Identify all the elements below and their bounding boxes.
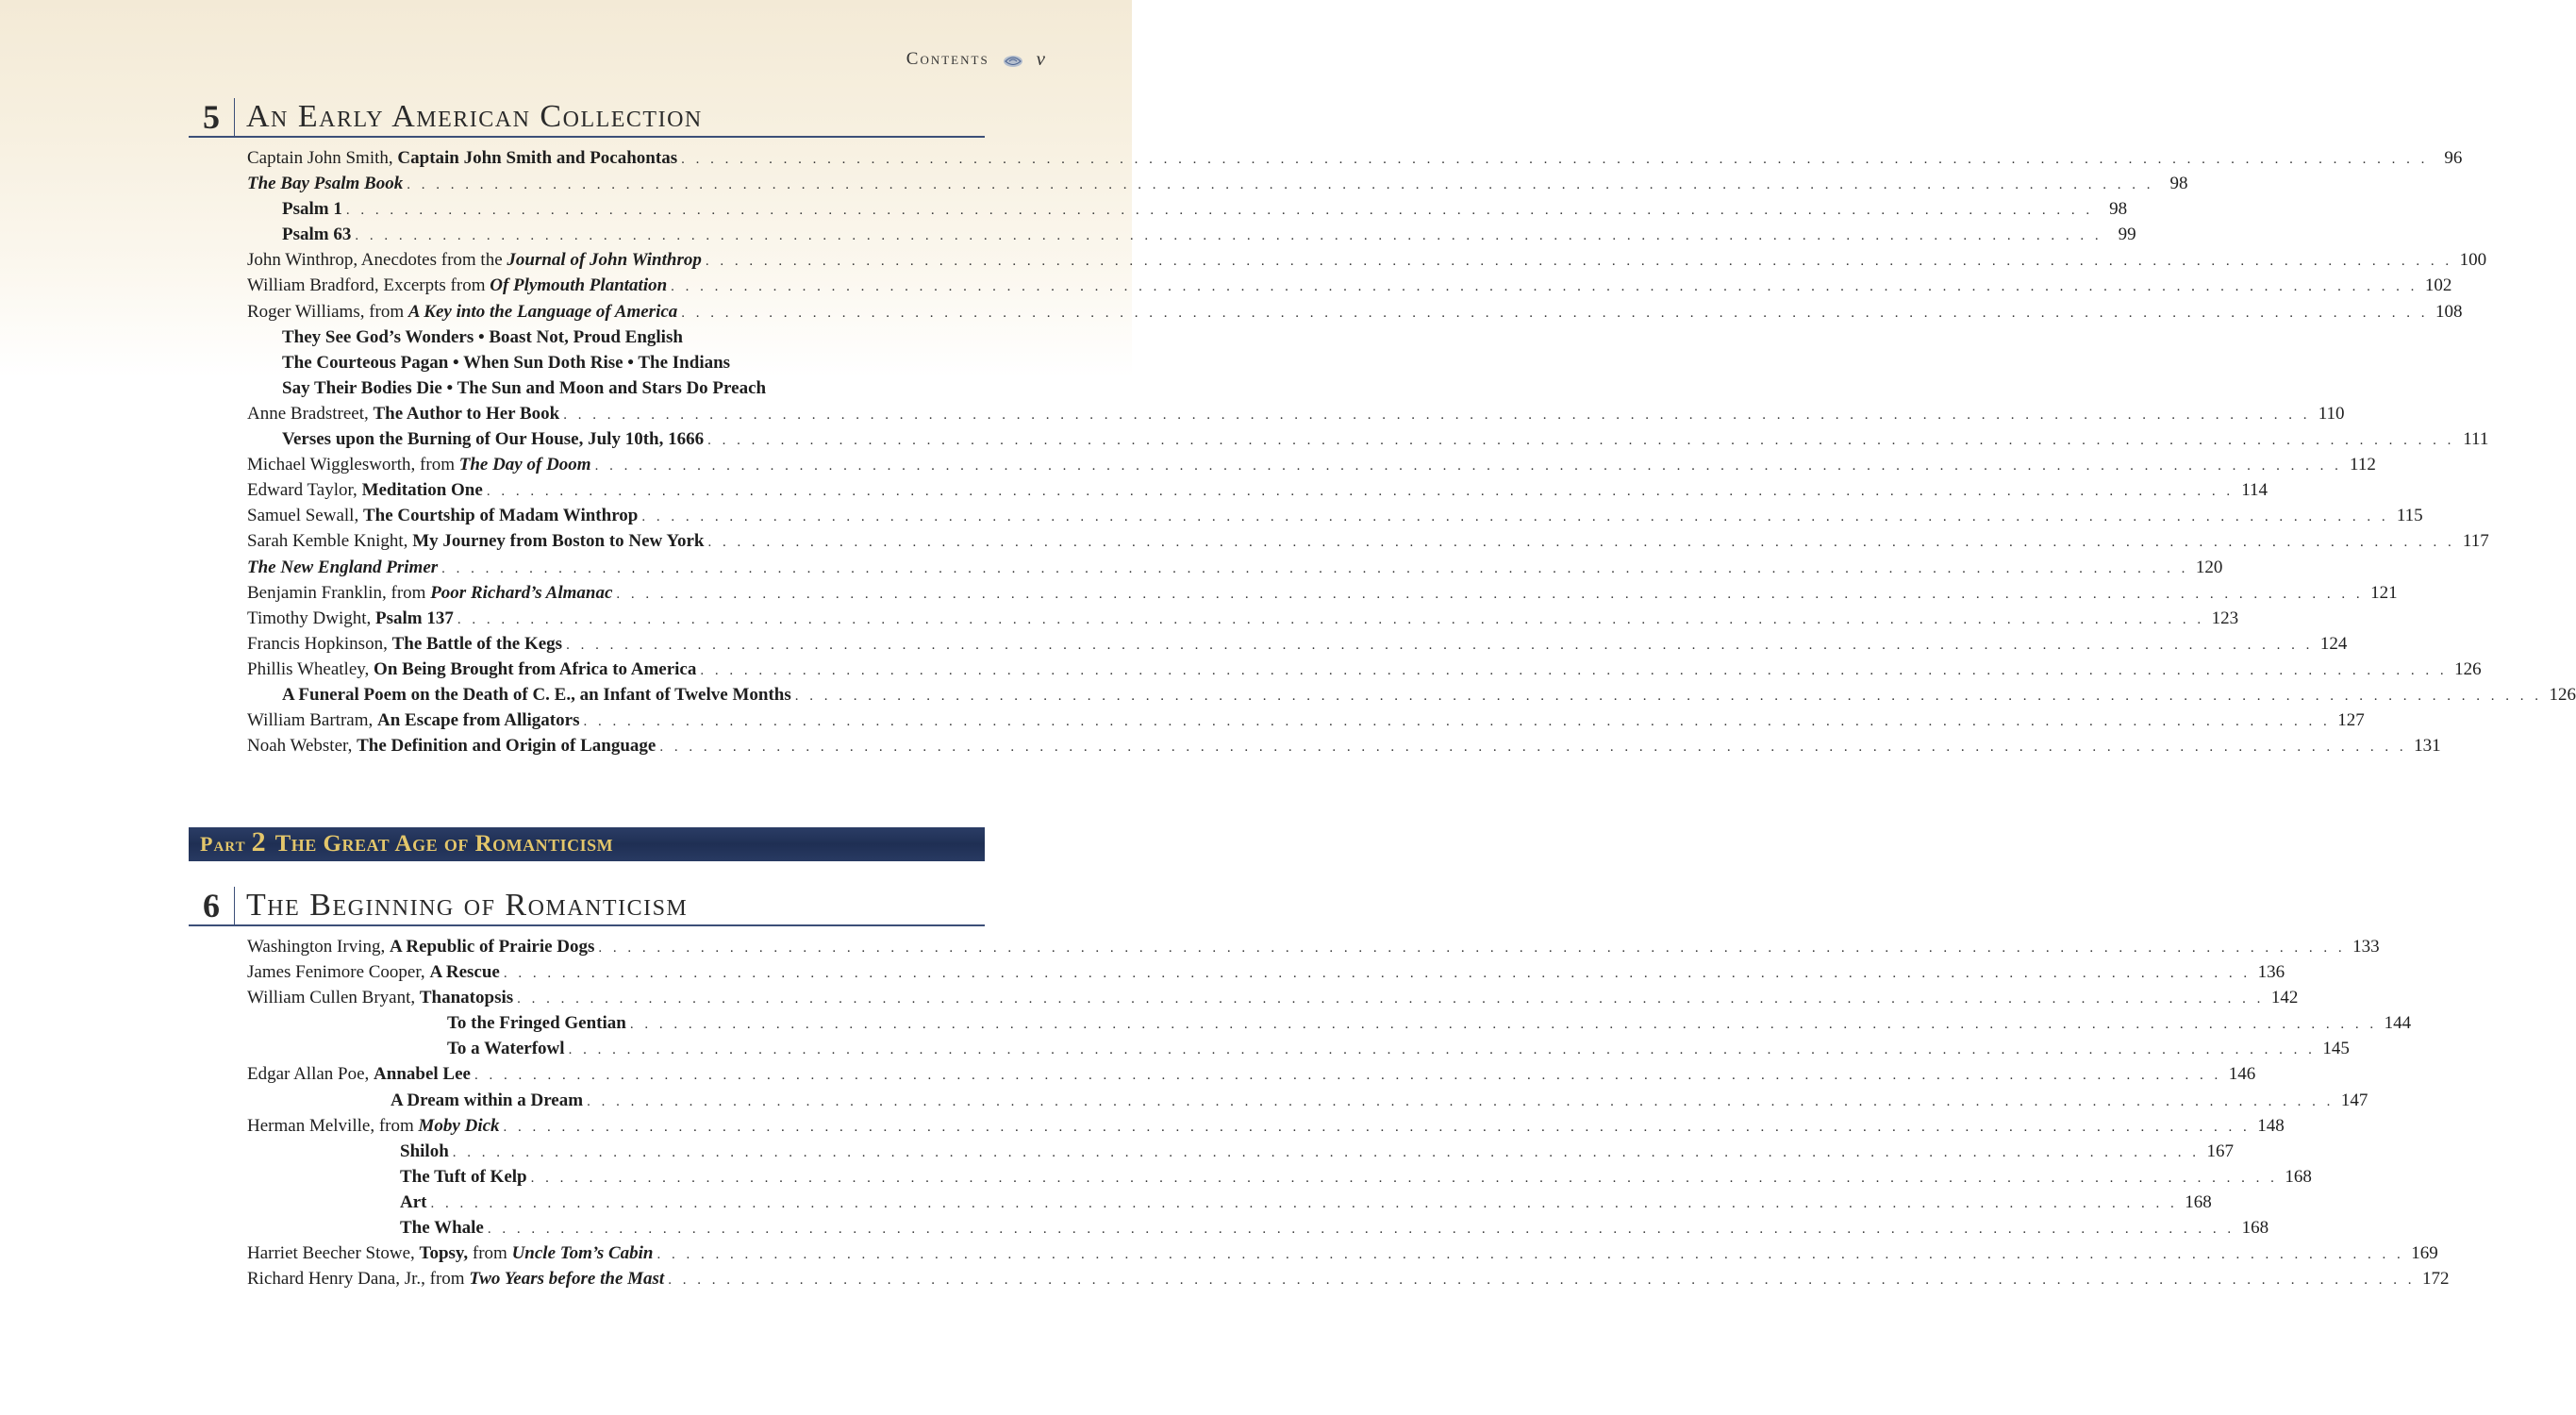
toc-work-title: A Funeral Poem on the Death of C. E., an Infant of Twelve Months bbox=[282, 684, 791, 705]
toc-entry bbox=[247, 1191, 2212, 1218]
toc-entry-text bbox=[400, 1141, 449, 1162]
toc-page-number: 112 bbox=[2350, 455, 2376, 475]
part-number: 2 bbox=[251, 826, 266, 857]
toc-entry bbox=[247, 301, 2463, 327]
toc-entry-text bbox=[282, 327, 683, 348]
chapter-title: An Early American Collection bbox=[246, 99, 703, 134]
toc-entry bbox=[247, 736, 2441, 761]
toc-entry-text bbox=[247, 174, 403, 194]
toc-entry bbox=[247, 148, 2463, 174]
toc-author: William Bartram, bbox=[247, 710, 378, 731]
dot-leader: . . . . . . . . . . . . . . . . . . . . . . . . . . . . . . . . . . . . . . . . . . . . . . . . . . . . . . . . . . . . . . . . . . . . . . . . . . . . . . . . . . . . . . . . . . . . . . . . . . . . . . . . . . . . . . . . . . . . . . . . bbox=[705, 254, 2453, 270]
toc-entry-text bbox=[247, 634, 562, 655]
toc-page-number: 102 bbox=[2424, 275, 2452, 296]
toc-entry-text bbox=[282, 199, 342, 220]
toc-entry bbox=[247, 506, 2423, 531]
dot-leader: . . . . . . . . . . . . . . . . . . . . . . . . . . . . . . . . . . . . . . . . . . . . . . . . . . . . . . . . . . . . . . . . . . . . . . . . . . . . . . . . . . . . . . . . . . . . . . . . . . . . . . . . . . . . . . . . . . . . . . . . bbox=[616, 586, 2364, 602]
toc-work-title: They See God’s Wonders • Boast Not, Proud English bbox=[282, 326, 683, 347]
toc-entry bbox=[247, 710, 2365, 736]
toc-connector: from bbox=[468, 1243, 512, 1264]
toc-page-number: 136 bbox=[2257, 962, 2285, 983]
dot-leader: . . . . . . . . . . . . . . . . . . . . . . . . . . . . . . . . . . . . . . . . . . . . . . . . . . . . . . . . . . . . . . . . . . . . . . . . . . . . . . . . . . . . . . . . . . . . . . . . . . . . . . . . . . . . . . . . . . . . . . . . bbox=[707, 433, 2455, 449]
toc-work-title: Verses upon the Burning of Our House, July 10th, 1666 bbox=[282, 429, 705, 450]
toc-page-number: 98 bbox=[2169, 174, 2188, 194]
toc-entry bbox=[247, 1115, 2285, 1141]
chapter-number: 6 bbox=[203, 887, 220, 924]
toc-page-number: 126 bbox=[2549, 684, 2576, 705]
toc-work-title: Thanatopsis bbox=[419, 988, 514, 1008]
toc-work-title: A Republic of Prairie Dogs bbox=[389, 937, 595, 957]
dot-leader: . . . . . . . . . . . . . . . . . . . . . . . . . . . . . . . . . . . . . . . . . . . . . . . . . . . . . . . . . . . . . . . . . . . . . . . . . . . . . . . . . . . . . . . . . . . . . . . . . . . . . . . . . . . . . . . . . . . . . . . . bbox=[794, 688, 2542, 704]
dot-leader: . . . . . . . . . . . . . . . . . . . . . . . . . . . . . . . . . . . . . . . . . . . . . . . . . . . . . . . . . . . . . . . . . . . . . . . . . . . . . . . . . . . . . . . . . . . . . . . . . . . . . . . . . . . . . . . . . . . . . . . . bbox=[629, 1017, 2378, 1033]
chapter-6-heading bbox=[189, 887, 985, 926]
toc-page-number: 96 bbox=[2444, 148, 2463, 168]
toc-entry bbox=[247, 962, 2285, 988]
toc-entry bbox=[247, 582, 2398, 608]
toc-author: Richard Henry Dana, Jr., from bbox=[247, 1269, 470, 1290]
toc-entry bbox=[247, 429, 2489, 455]
toc-page-number: 147 bbox=[2340, 1090, 2368, 1110]
toc-work-title-italic: The Bay Psalm Book bbox=[247, 174, 404, 194]
toc-entry bbox=[247, 988, 2299, 1013]
dot-leader: . . . . . . . . . . . . . . . . . . . . . . . . . . . . . . . . . . . . . . . . . . . . . . . . . . . . . . . . . . . . . . . . . . . . . . . . . . . . . . . . . . . . . . . . . . . . . . . . . . . . . . . . . . . . . . . . . . . . . . . . bbox=[407, 177, 2154, 193]
dot-leader: . . . . . . . . . . . . . . . . . . . . . . . . . . . . . . . . . . . . . . . . . . . . . . . . . . . . . . . . . . . . . . . . . . . . . . . . . . . . . . . . . . . . . . . . . . . . . . . . . . . . . . . . . . . . . . . . . . . . . . . . bbox=[563, 407, 2311, 423]
toc-work-title-italic: Journal of John Winthrop bbox=[507, 250, 702, 271]
toc-work-title: The Tuft of Kelp bbox=[400, 1166, 527, 1187]
toc-entry-text bbox=[247, 404, 559, 424]
toc-page-number: 110 bbox=[2318, 403, 2345, 424]
toc-entry bbox=[247, 1243, 2438, 1269]
toc-author: Samuel Sewall, bbox=[247, 506, 363, 526]
toc-page-number: 123 bbox=[2211, 608, 2239, 628]
toc-page-number: 127 bbox=[2337, 710, 2365, 731]
dot-leader: . . . . . . . . . . . . . . . . . . . . . . . . . . . . . . . . . . . . . . . . . . . . . . . . . . . . . . . . . . . . . . . . . . . . . . . . . . . . . . . . . . . . . . . . . . . . . . . . . . . . . . . . . . . . . . . . . . . . . . . . bbox=[487, 1222, 2235, 1238]
toc-page-number: 108 bbox=[2435, 301, 2463, 322]
chapter-divider bbox=[234, 887, 235, 924]
toc-author: William Cullen Bryant, bbox=[247, 988, 420, 1008]
dot-leader: . . . . . . . . . . . . . . . . . . . . . . . . . . . . . . . . . . . . . . . . . . . . . . . . . . . . . . . . . . . . . . . . . . . . . . . . . . . . . . . . . . . . . . . . . . . . . . . . . . . . . . . . . . . . . . . . . . . . . . . . bbox=[656, 1247, 2404, 1263]
toc-entry bbox=[247, 633, 2348, 659]
toc-work-title-italic: Of Plymouth Plantation bbox=[490, 275, 668, 296]
chapter-number: 5 bbox=[203, 98, 220, 136]
toc-author: Washington Irving, bbox=[247, 937, 390, 957]
toc-page-number: 98 bbox=[2109, 199, 2128, 220]
toc-entry-text bbox=[282, 378, 766, 399]
dot-leader: . . . . . . . . . . . . . . . . . . . . . . . . . . . . . . . . . . . . . . . . . . . . . . . . . . . . . . . . . . . . . . . . . . . . . . . . . . . . . . . . . . . . . . . . . . . . . . . . . . . . . . . . . . . . . . . . . . . . . . . . bbox=[587, 1093, 2335, 1109]
toc-author: Timothy Dwight, bbox=[247, 608, 376, 628]
toc-work-title: On Being Brought from Africa to America bbox=[374, 658, 697, 679]
toc-entry bbox=[247, 937, 2380, 962]
toc-page-number: 145 bbox=[2322, 1039, 2350, 1059]
toc-entry-text bbox=[247, 608, 454, 629]
toc-entry-text bbox=[247, 558, 438, 578]
toc-author: Sarah Kemble Knight, bbox=[247, 531, 413, 552]
toc-work-title: The Battle of the Kegs bbox=[391, 633, 563, 654]
toc-page-number: 100 bbox=[2459, 250, 2487, 271]
toc-page-number: 133 bbox=[2352, 937, 2380, 957]
toc-work-title: To a Waterfowl bbox=[447, 1039, 565, 1059]
toc-entry bbox=[247, 1064, 2256, 1090]
toc-entry bbox=[247, 225, 2136, 250]
toc-work-title-italic: A Key into the Language of America bbox=[407, 301, 678, 322]
toc-work-title: The Author to Her Book bbox=[373, 403, 560, 424]
dot-leader: . . . . . . . . . . . . . . . . . . . . . . . . . . . . . . . . . . . . . . . . . . . . . . . . . . . . . . . . . . . . . . . . . . . . . . . . . . . . . . . . . . . . . . . . . . . . . . . . . . . . . . . . . . . . . . . . . . . . . . . . bbox=[441, 560, 2189, 576]
toc-work-title: An Escape from Alligators bbox=[377, 710, 580, 731]
toc-work-title: To the Fringed Gentian bbox=[447, 1013, 626, 1034]
dot-leader: . . . . . . . . . . . . . . . . . . . . . . . . . . . . . . . . . . . . . . . . . . . . . . . . . . . . . . . . . . . . . . . . . . . . . . . . . . . . . . . . . . . . . . . . . . . . . . . . . . . . . . . . . . . . . . . . . . . . . . . . bbox=[486, 484, 2235, 500]
chapter-5-heading bbox=[189, 98, 985, 138]
toc-entry-text bbox=[247, 659, 696, 680]
toc-entry-text bbox=[247, 148, 677, 169]
toc-author: James Fenimore Cooper, bbox=[247, 962, 430, 983]
dot-leader: . . . . . . . . . . . . . . . . . . . . . . . . . . . . . . . . . . . . . . . . . . . . . . . . . . . . . . . . . . . . . . . . . . . . . . . . . . . . . . . . . . . . . . . . . . . . . . . . . . . . . . . . . . . . . . . . . . . . . . . . bbox=[457, 611, 2205, 627]
toc-entry-text bbox=[282, 353, 730, 374]
toc-entry bbox=[247, 1013, 2412, 1039]
toc-entry-text bbox=[247, 250, 702, 271]
part-2-banner bbox=[189, 827, 985, 861]
toc-entry-text bbox=[447, 1013, 626, 1034]
toc-entry bbox=[247, 455, 2376, 480]
toc-entry-text bbox=[400, 1167, 527, 1188]
dot-leader: . . . . . . . . . . . . . . . . . . . . . . . . . . . . . . . . . . . . . . . . . . . . . . . . . . . . . . . . . . . . . . . . . . . . . . . . . . . . . . . . . . . . . . . . . . . . . . . . . . . . . . . . . . . . . . . . . . . . . . . . bbox=[598, 941, 2346, 956]
toc-work-title-italic: The Day of Doom bbox=[458, 455, 591, 475]
toc-entry bbox=[247, 378, 924, 404]
toc-work-title: Topsy, bbox=[419, 1243, 469, 1264]
toc-work-title: Meditation One bbox=[361, 480, 483, 501]
dot-leader: . . . . . . . . . . . . . . . . . . . . . . . . . . . . . . . . . . . . . . . . . . . . . . . . . . . . . . . . . . . . . . . . . . . . . . . . . . . . . . . . . . . . . . . . . . . . . . . . . . . . . . . . . . . . . . . . . . . . . . . . bbox=[700, 662, 2448, 678]
toc-page-number: 111 bbox=[2463, 429, 2489, 450]
toc-page-number: 167 bbox=[2206, 1140, 2235, 1161]
toc-entry bbox=[247, 174, 2188, 199]
toc-entry-text bbox=[247, 937, 594, 957]
toc-page-number: 131 bbox=[2414, 736, 2441, 757]
toc-work-title: The Definition and Origin of Language bbox=[357, 736, 656, 757]
toc-entry bbox=[247, 1090, 2368, 1116]
toc-entry-text bbox=[247, 988, 513, 1008]
toc-entry bbox=[247, 531, 2489, 557]
toc-page-number: 99 bbox=[2118, 225, 2136, 245]
dot-leader: . . . . . . . . . . . . . . . . . . . . . . . . . . . . . . . . . . . . . . . . . . . . . . . . . . . . . . . . . . . . . . . . . . . . . . . . . . . . . . . . . . . . . . . . . . . . . . . . . . . . . . . . . . . . . . . . . . . . . . . . bbox=[517, 991, 2265, 1007]
toc-author: Edgar Allan Poe, bbox=[247, 1064, 374, 1085]
toc-page-number: 168 bbox=[2241, 1218, 2269, 1239]
toc-author: Francis Hopkinson, bbox=[247, 633, 392, 654]
toc-entry-text bbox=[247, 736, 656, 757]
chapter-divider bbox=[234, 98, 235, 136]
toc-entry bbox=[247, 199, 2128, 225]
toc-page-number: 168 bbox=[2185, 1191, 2212, 1212]
toc-author: John Winthrop, Anecdotes from the bbox=[247, 250, 507, 271]
toc-page-number: 146 bbox=[2228, 1064, 2256, 1085]
dot-leader: . . . . . . . . . . . . . . . . . . . . . . . . . . . . . . . . . . . . . . . . . . . . . . . . . . . . . . . . . . . . . . . . . . . . . . . . . . . . . . . . . . . . . . . . . . . . . . . . . . . . . . . . . . . . . . . . . . . . . . . . bbox=[355, 228, 2102, 244]
dot-leader: . . . . . . . . . . . . . . . . . . . . . . . . . . . . . . . . . . . . . . . . . . . . . . . . . . . . . . . . . . . . . . . . . . . . . . . . . . . . . . . . . . . . . . . . . . . . . . . . . . . . . . . . . . . . . . . . . . . . . . . . bbox=[583, 714, 2331, 730]
toc-entry bbox=[247, 327, 924, 353]
toc-entry bbox=[247, 1166, 2312, 1192]
toc-work-title: Annabel Lee bbox=[374, 1064, 471, 1085]
shell-ornament-icon bbox=[1003, 53, 1023, 66]
toc-entry bbox=[247, 684, 2576, 710]
dot-leader: . . . . . . . . . . . . . . . . . . . . . . . . . . . . . . . . . . . . . . . . . . . . . . . . . . . . . . . . . . . . . . . . . . . . . . . . . . . . . . . . . . . . . . . . . . . . . . . . . . . . . . . . . . . . . . . . . . . . . . . . bbox=[707, 535, 2455, 551]
toc-page-number: 172 bbox=[2421, 1269, 2450, 1290]
dot-leader: . . . . . . . . . . . . . . . . . . . . . . . . . . . . . . . . . . . . . . . . . . . . . . . . . . . . . . . . . . . . . . . . . . . . . . . . . . . . . . . . . . . . . . . . . . . . . . . . . . . . . . . . . . . . . . . . . . . . . . . . bbox=[430, 1195, 2178, 1211]
toc-entry-text bbox=[247, 1064, 471, 1085]
toc-entry bbox=[247, 1140, 2235, 1167]
toc-entry-text bbox=[247, 1243, 653, 1264]
toc-entry-text bbox=[247, 302, 677, 323]
dot-leader: . . . . . . . . . . . . . . . . . . . . . . . . . . . . . . . . . . . . . . . . . . . . . . . . . . . . . . . . . . . . . . . . . . . . . . . . . . . . . . . . . . . . . . . . . . . . . . . . . . . . . . . . . . . . . . . . . . . . . . . . bbox=[566, 637, 2314, 653]
toc-entry bbox=[247, 403, 2345, 429]
toc-entry-text bbox=[400, 1218, 484, 1239]
dot-leader: . . . . . . . . . . . . . . . . . . . . . . . . . . . . . . . . . . . . . . . . . . . . . . . . . . . . . . . . . . . . . . . . . . . . . . . . . . . . . . . . . . . . . . . . . . . . . . . . . . . . . . . . . . . . . . . . . . . . . . . . bbox=[474, 1068, 2222, 1084]
toc-author: Phillis Wheatley, bbox=[247, 658, 374, 679]
toc-page-number: 148 bbox=[2257, 1115, 2285, 1136]
toc-work-title-italic: Uncle Tom’s Cabin bbox=[511, 1243, 654, 1264]
toc-work-title: A Rescue bbox=[429, 962, 500, 983]
toc-entry-text bbox=[247, 583, 612, 604]
toc-work-title: The Courtship of Madam Winthrop bbox=[362, 506, 639, 526]
part-title: The Great Age of Romanticism bbox=[274, 831, 614, 857]
toc-work-title-italic: Poor Richard’s Almanac bbox=[430, 582, 613, 603]
toc-entry-text bbox=[247, 1116, 500, 1137]
toc-entry-text bbox=[247, 531, 704, 552]
toc-author: Benjamin Franklin, from bbox=[247, 582, 431, 603]
toc-page-number: 117 bbox=[2462, 531, 2489, 552]
dot-leader: . . . . . . . . . . . . . . . . . . . . . . . . . . . . . . . . . . . . . . . . . . . . . . . . . . . . . . . . . . . . . . . . . . . . . . . . . . . . . . . . . . . . . . . . . . . . . . . . . . . . . . . . . . . . . . . . . . . . . . . . bbox=[681, 152, 2429, 167]
dot-leader: . . . . . . . . . . . . . . . . . . . . . . . . . . . . . . . . . . . . . . . . . . . . . . . . . . . . . . . . . . . . . . . . . . . . . . . . . . . . . . . . . . . . . . . . . . . . . . . . . . . . . . . . . . . . . . . . . . . . . . . . bbox=[452, 1144, 2201, 1160]
page-number: v bbox=[1036, 47, 1045, 70]
toc-author: William Bradford, Excerpts from bbox=[247, 275, 490, 296]
dot-leader: . . . . . . . . . . . . . . . . . . . . . . . . . . . . . . . . . . . . . . . . . . . . . . . . . . . . . . . . . . . . . . . . . . . . . . . . . . . . . . . . . . . . . . . . . . . . . . . . . . . . . . . . . . . . . . . . . . . . . . . . bbox=[671, 279, 2418, 295]
toc-author: Anne Bradstreet, bbox=[247, 403, 374, 424]
toc-entry-text bbox=[282, 225, 351, 245]
dot-leader: . . . . . . . . . . . . . . . . . . . . . . . . . . . . . . . . . . . . . . . . . . . . . . . . . . . . . . . . . . . . . . . . . . . . . . . . . . . . . . . . . . . . . . . . . . . . . . . . . . . . . . . . . . . . . . . . . . . . . . . . bbox=[668, 1273, 2416, 1289]
toc-author: Harriet Beecher Stowe, bbox=[247, 1243, 420, 1264]
toc-work-title: Psalm 137 bbox=[375, 608, 454, 628]
toc-entry bbox=[247, 353, 924, 378]
chapter-5-toc bbox=[247, 148, 2576, 761]
toc-page-number: 142 bbox=[2270, 988, 2299, 1008]
toc-page-number: 115 bbox=[2396, 506, 2423, 526]
toc-page-number: 120 bbox=[2195, 557, 2223, 577]
toc-work-title: Say Their Bodies Die • The Sun and Moon and Stars Do Preach bbox=[282, 377, 767, 398]
toc-work-title: My Journey from Boston to New York bbox=[412, 531, 705, 552]
toc-entry bbox=[247, 480, 2269, 506]
running-head bbox=[906, 47, 1045, 71]
toc-entry bbox=[247, 658, 2482, 685]
toc-page-number: 168 bbox=[2285, 1166, 2312, 1187]
running-head-title: Contents bbox=[906, 48, 989, 69]
toc-work-title-italic: The New England Primer bbox=[247, 557, 439, 577]
toc-entry-text bbox=[282, 429, 704, 450]
toc-author: Noah Webster, bbox=[247, 736, 357, 757]
toc-entry bbox=[247, 1218, 2269, 1243]
toc-entry bbox=[247, 275, 2452, 301]
toc-entry-text bbox=[282, 685, 791, 706]
toc-entry-text bbox=[247, 962, 500, 983]
toc-entry bbox=[247, 1039, 2350, 1064]
chapter-title: The Beginning of Romanticism bbox=[246, 888, 689, 923]
toc-author: Captain John Smith, bbox=[247, 148, 398, 168]
toc-work-title: The Courteous Pagan • When Sun Doth Rise • The Indians bbox=[282, 352, 731, 373]
dot-leader: . . . . . . . . . . . . . . . . . . . . . . . . . . . . . . . . . . . . . . . . . . . . . . . . . . . . . . . . . . . . . . . . . . . . . . . . . . . . . . . . . . . . . . . . . . . . . . . . . . . . . . . . . . . . . . . . . . . . . . . . bbox=[681, 305, 2429, 321]
dot-leader: . . . . . . . . . . . . . . . . . . . . . . . . . . . . . . . . . . . . . . . . . . . . . . . . . . . . . . . . . . . . . . . . . . . . . . . . . . . . . . . . . . . . . . . . . . . . . . . . . . . . . . . . . . . . . . . . . . . . . . . . bbox=[530, 1170, 2278, 1186]
toc-work-title-italic: Moby Dick bbox=[418, 1115, 500, 1136]
toc-work-title: Captain John Smith and Pocahontas bbox=[397, 148, 678, 168]
toc-entry-text bbox=[247, 275, 667, 296]
dot-leader: . . . . . . . . . . . . . . . . . . . . . . . . . . . . . . . . . . . . . . . . . . . . . . . . . . . . . . . . . . . . . . . . . . . . . . . . . . . . . . . . . . . . . . . . . . . . . . . . . . . . . . . . . . . . . . . . . . . . . . . . bbox=[568, 1042, 2316, 1058]
dot-leader: . . . . . . . . . . . . . . . . . . . . . . . . . . . . . . . . . . . . . . . . . . . . . . . . . . . . . . . . . . . . . . . . . . . . . . . . . . . . . . . . . . . . . . . . . . . . . . . . . . . . . . . . . . . . . . . . . . . . . . . . bbox=[594, 458, 2342, 474]
toc-page-number: 144 bbox=[2384, 1013, 2412, 1034]
toc-entry-text bbox=[247, 710, 579, 731]
toc-page-number: 169 bbox=[2411, 1243, 2438, 1264]
dot-leader: . . . . . . . . . . . . . . . . . . . . . . . . . . . . . . . . . . . . . . . . . . . . . . . . . . . . . . . . . . . . . . . . . . . . . . . . . . . . . . . . . . . . . . . . . . . . . . . . . . . . . . . . . . . . . . . . . . . . . . . . bbox=[345, 203, 2094, 219]
toc-page-number: 126 bbox=[2454, 658, 2482, 679]
toc-author: Herman Melville, from bbox=[247, 1115, 419, 1136]
toc-entry-text bbox=[247, 506, 638, 526]
toc-page-number: 114 bbox=[2241, 480, 2269, 501]
toc-entry bbox=[247, 557, 2223, 583]
toc-entry bbox=[247, 250, 2487, 275]
toc-work-title: Shiloh bbox=[400, 1140, 449, 1161]
part-label: Part bbox=[200, 832, 246, 856]
toc-work-title: A Dream within a Dream bbox=[391, 1090, 584, 1110]
toc-page-number: 124 bbox=[2319, 633, 2348, 654]
toc-author: Michael Wigglesworth, from bbox=[247, 455, 459, 475]
toc-work-title: Art bbox=[400, 1191, 427, 1212]
toc-work-title: The Whale bbox=[400, 1218, 484, 1239]
toc-author: Roger Williams, from bbox=[247, 301, 408, 322]
toc-work-title: Psalm 1 bbox=[282, 199, 342, 220]
toc-entry-text bbox=[400, 1192, 426, 1213]
toc-entry bbox=[247, 1269, 2450, 1294]
chapter-6-toc bbox=[247, 937, 2450, 1294]
dot-leader: . . . . . . . . . . . . . . . . . . . . . . . . . . . . . . . . . . . . . . . . . . . . . . . . . . . . . . . . . . . . . . . . . . . . . . . . . . . . . . . . . . . . . . . . . . . . . . . . . . . . . . . . . . . . . . . . . . . . . . . . bbox=[659, 740, 2407, 756]
toc-page-number: 121 bbox=[2370, 582, 2398, 603]
toc-entry-text bbox=[447, 1039, 565, 1059]
dot-leader: . . . . . . . . . . . . . . . . . . . . . . . . . . . . . . . . . . . . . . . . . . . . . . . . . . . . . . . . . . . . . . . . . . . . . . . . . . . . . . . . . . . . . . . . . . . . . . . . . . . . . . . . . . . . . . . . . . . . . . . . bbox=[641, 509, 2389, 525]
toc-author: Edward Taylor, bbox=[247, 480, 362, 501]
toc-entry bbox=[247, 608, 2239, 634]
toc-work-title-italic: Two Years before the Mast bbox=[469, 1269, 665, 1290]
dot-leader: . . . . . . . . . . . . . . . . . . . . . . . . . . . . . . . . . . . . . . . . . . . . . . . . . . . . . . . . . . . . . . . . . . . . . . . . . . . . . . . . . . . . . . . . . . . . . . . . . . . . . . . . . . . . . . . . . . . . . . . . bbox=[503, 966, 2252, 982]
toc-entry-text bbox=[247, 455, 591, 475]
toc-work-title: Psalm 63 bbox=[282, 225, 352, 245]
toc-entry-text bbox=[391, 1090, 583, 1111]
toc-entry-text bbox=[247, 480, 483, 501]
dot-leader: . . . . . . . . . . . . . . . . . . . . . . . . . . . . . . . . . . . . . . . . . . . . . . . . . . . . . . . . . . . . . . . . . . . . . . . . . . . . . . . . . . . . . . . . . . . . . . . . . . . . . . . . . . . . . . . . . . . . . . . . bbox=[503, 1119, 2251, 1135]
toc-entry-text bbox=[247, 1269, 664, 1290]
